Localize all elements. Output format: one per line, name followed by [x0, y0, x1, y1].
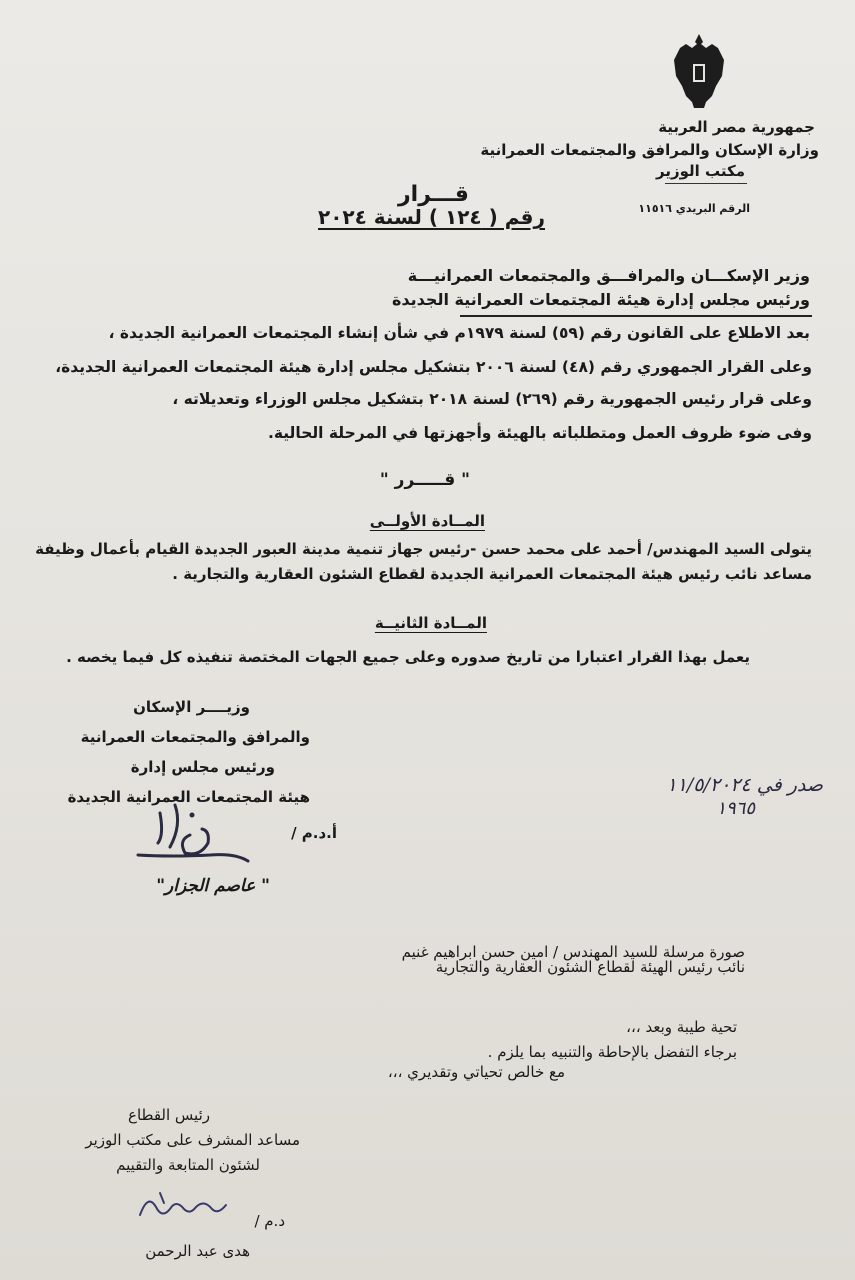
signature-line-1: وزيــــر الإسكان: [133, 698, 250, 716]
sector-signature-line-1: رئيس القطاع: [128, 1106, 210, 1124]
signature-line-4: هيئة المجتمعات العمرانية الجديدة: [67, 788, 310, 806]
copy-note-line-2: نائب رئيس الهيئة لقطاع الشئون العقارية والتجارية: [435, 958, 745, 976]
sector-signature-title: د.م /: [254, 1212, 285, 1230]
header-ministry: وزارة الإسكان والمرافق والمجتمعات العمرانية: [480, 141, 819, 159]
sector-signature-name: هدى عبد الرحمن: [145, 1242, 250, 1260]
decision-title: قـــرار: [398, 182, 469, 207]
copy-note-greeting: تحية طيبة وبعد ،،،: [626, 1018, 737, 1036]
copy-note-line-1: صورة مرسلة للسيد المهندس / امين حسن ابراهيم غنيم: [401, 943, 745, 961]
article-1-line-2: مساعد نائب رئيس هيئة المجتمعات العمرانية الجديدة لقطاع الشئون العقارية والتجارية .: [172, 565, 812, 583]
eagle-emblem-icon: [668, 30, 730, 110]
copy-note-request: برجاء التفضل بالإحاطة والتنبيه بما يلزم .: [487, 1043, 737, 1061]
signature-title: أ.د.م /: [291, 824, 337, 842]
preamble-line-2: وعلى القرار الجمهوري رقم (٤٨) لسنة ٢٠٠٦ بتشكيل مجلس إدارة هيئة المجتمعات العمرانية الجديدة،: [55, 358, 812, 376]
article-2-text: يعمل بهذا القرار اعتبارا من تاريخ صدوره وعلى جميع الجهات المختصة تنفيذه كل فيما يخصه .: [66, 648, 750, 666]
article-1-line-1: يتولى السيد المهندس/ أحمد على محمد حسن -رئيس جهاز تنمية مدينة العبور الجديدة القيام بأعمال وظيفة: [35, 540, 812, 558]
issued-note-date: صدر في ١١/٥/٢٠٢٤: [666, 774, 823, 796]
sector-signature-mark: [130, 1185, 240, 1227]
header-country: جمهورية مصر العربية: [658, 118, 815, 136]
preamble-line-1: بعد الاطلاع على القانون رقم (٥٩) لسنة ١٩٧٩م في شأن إنشاء المجتمعات العمرانية الجديدة ،: [108, 324, 810, 342]
copy-note-regards: مع خالص تحياتي وتقديري ،،،: [387, 1063, 565, 1081]
article-2-title: المــادة الثانيــة: [374, 614, 487, 632]
header-divider: [665, 183, 747, 184]
issuer-underline: [460, 315, 812, 317]
preamble-line-3: وعلى قرار رئيس الجمهورية رقم (٢٦٩) لسنة ٢٠١٨ بتشكيل مجلس الوزراء وتعديلاته ،: [172, 390, 812, 408]
header-office: مكتب الوزير: [655, 162, 745, 180]
signature-line-2: والمرافق والمجتمعات العمرانية: [80, 728, 310, 746]
article-1-title: المــادة الأولــى: [369, 512, 485, 530]
sector-signature-line-3: لشئون المتابعة والتقييم: [116, 1156, 260, 1174]
issuer-line-1: وزير الإسكـــان والمرافـــق والمجتمعات العمرانيـــة: [407, 266, 810, 285]
issuer-line-2: ورئيس مجلس إدارة هيئة المجتمعات العمرانية الجديدة: [391, 290, 810, 309]
issued-note-number: ١٩٦٥: [716, 798, 755, 819]
decided-label: " قـــــرر ": [379, 470, 470, 490]
signature-line-3: ورئيس مجلس إدارة: [130, 758, 275, 776]
signature-name: " عاصم الجزار": [156, 876, 270, 896]
minister-signature-mark: [130, 795, 260, 870]
header-postal-code: الرقم البريدي ١١٥١٦: [638, 202, 750, 215]
preamble-line-4: وفى ضوء ظروف العمل ومتطلباته بالهيئة وأجهزتها في المرحلة الحالية.: [267, 424, 812, 442]
decision-number: رقم ( ١٢٤ ) لسنة ٢٠٢٤: [318, 205, 545, 229]
sector-signature-line-2: مساعد المشرف على مكتب الوزير: [85, 1131, 300, 1149]
